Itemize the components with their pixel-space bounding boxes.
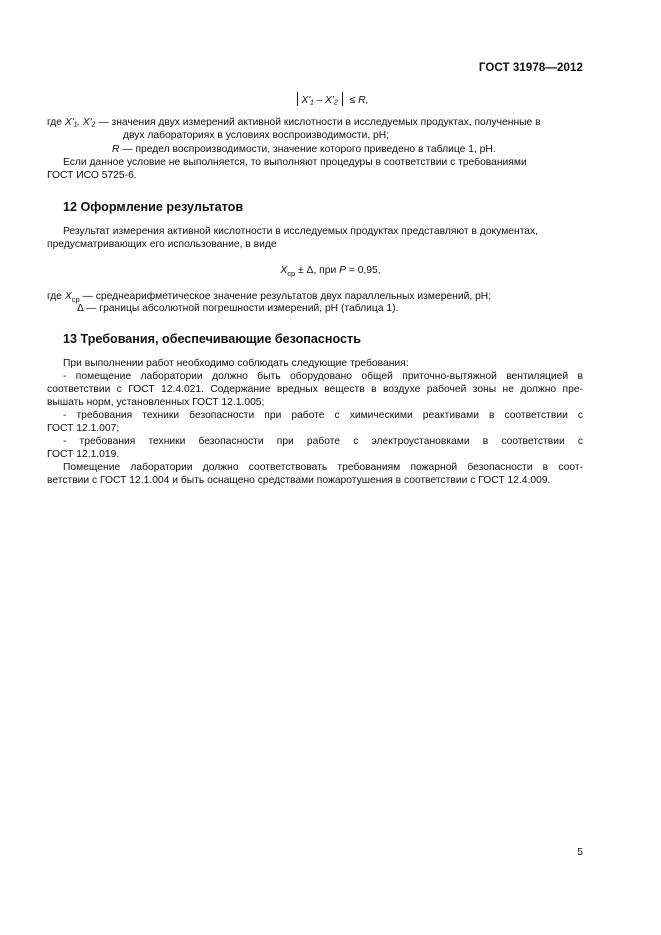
where-text-1: — значения двух измерений активной кислотности в исследуемых продуктах, полученные в: [95, 117, 541, 128]
section-12-title: 12 Оформление результатов: [63, 200, 244, 214]
s13-bullet3-line2: ГОСТ 12.1.019.: [47, 449, 120, 460]
s12-where-text: — среднеарифметическое значение результатов двух параллельных измерений, pH;: [79, 291, 492, 302]
abs-bar-right: [342, 92, 343, 106]
where-symbols: X'₁, X'₂: [64, 117, 96, 128]
s12-para-line-1: Результат измерения активной кислотности в исследуемых продуктах представляют в документах,: [63, 226, 539, 237]
s13-bullet2-line2: ГОСТ 12.1.007;: [47, 423, 120, 434]
para1-line-2: ГОСТ ИСО 5725-6.: [47, 170, 137, 181]
s13-bullet2-line1: - требования техники безопасности при работе с химическими реактивами в соответствии с: [63, 410, 583, 421]
standard-header: ГОСТ 31978—2012: [478, 62, 583, 74]
s13-bullet3-line1: - требования техники безопасности при работе с электроустановками в соответствии с: [63, 436, 583, 447]
reproducibility-formula: [0, 92, 661, 106]
page-number: 5: [577, 846, 583, 858]
s13-bullet1-line1: - помещение лаборатории должно быть оборудовано общей приточно-вытяжной вентиляцией в: [63, 371, 583, 382]
s13-para-line1: Помещение лаборатории должно соответствовать требованиям пожарной безопасности в соот-: [63, 462, 583, 473]
s12-where-prefix: где: [47, 291, 65, 302]
s12-where-sub: ср: [71, 295, 80, 304]
s12-delta-line: Δ — границы абсолютной погрешности измерений, pH (таблица 1).: [77, 303, 399, 314]
where-line-2: двух лабораториях в условиях воспроизводимости, pH;: [123, 130, 390, 141]
formula-rest: ± Δ, при: [295, 265, 340, 276]
s12-para-line-2: предусматривающих его использование, в виде: [47, 239, 277, 250]
result-formula: [0, 265, 661, 278]
s12-where-x: X: [64, 291, 72, 302]
formula-x: X: [280, 265, 288, 276]
formula-p: P: [339, 265, 346, 276]
s13-intro: При выполнении работ необходимо соблюдать следующие требования:: [63, 358, 409, 369]
s13-para-line2: ветствии с ГОСТ 12.1.004 и быть оснащено средствами пожаротушения в соответствии с ГОСТ 12.4.009.: [47, 475, 551, 486]
s13-bullet1-line2: соответствии с ГОСТ 12.4.021. Содержание вредных веществ в воздухе рабочей зоны не должно пре-: [47, 384, 583, 395]
formula-lhs: X'₁ – X'₂: [301, 95, 338, 106]
r-text: — предел воспроизводимости, значение которого приведено в таблице 1, pH.: [119, 144, 496, 155]
s13-bullet1-line3: вышать норм, установленных ГОСТ 12.1.005;: [47, 397, 265, 408]
para1-line-1: Если данное условие не выполняется, то выполняют процедуры в соответствии с требованиями: [63, 157, 527, 168]
abs-bar-left: [297, 92, 298, 106]
where-r-line: [112, 143, 648, 156]
formula-sub: ср: [287, 269, 296, 278]
where-prefix: где: [47, 117, 63, 128]
formula-val: = 0,95,: [345, 265, 381, 276]
where-line-1: [47, 116, 583, 129]
section-13-title: 13 Требования, обеспечивающие безопасность: [63, 332, 361, 346]
r-symbol: R: [112, 144, 120, 155]
formula-rhs: ≤ R,: [349, 95, 369, 106]
